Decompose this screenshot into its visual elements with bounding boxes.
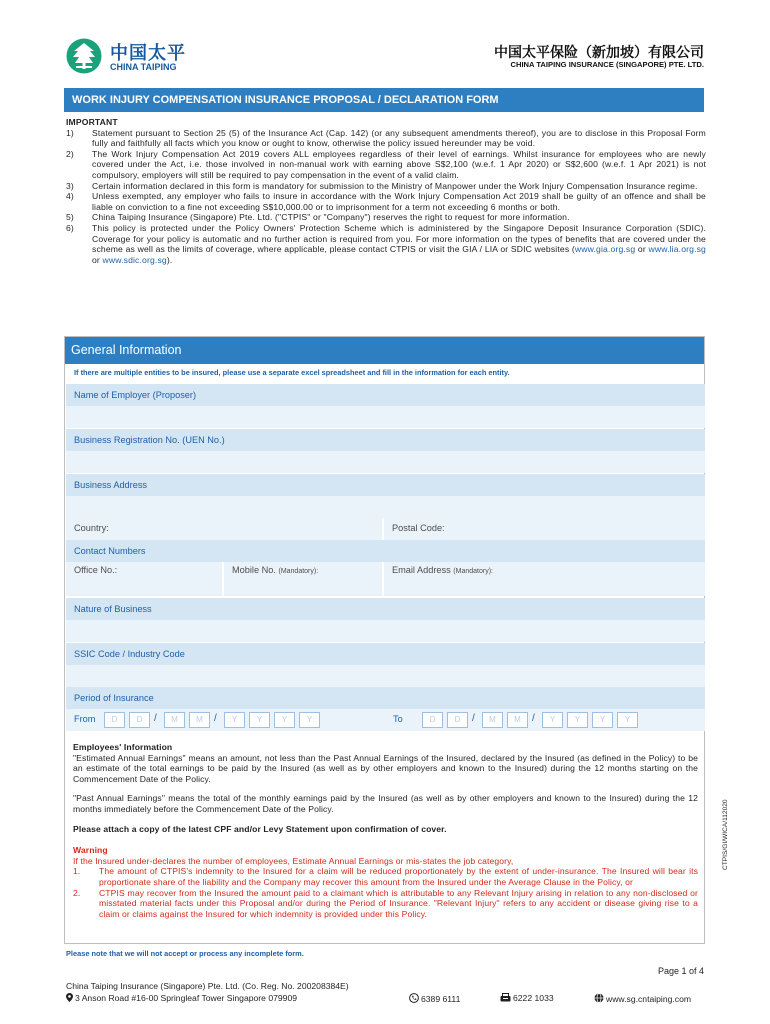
multiple-entities-note: If there are multiple entities to be insured, please use a separate excel spreadsheet and fill in the information for each entity. — [74, 368, 510, 377]
important-item — [66, 191, 706, 212]
china-taiping-emblem-icon — [66, 38, 102, 74]
contact-numbers-label: Contact Numbers — [66, 540, 705, 562]
location-pin-icon — [66, 993, 73, 1002]
important-item-text — [92, 223, 706, 265]
logo-chinese-name: 中国太平 — [110, 43, 186, 63]
important-item — [66, 212, 706, 223]
footer-website[interactable]: www.sg.cntaiping.com — [606, 994, 692, 1004]
ssic-code-field[interactable] — [66, 665, 705, 687]
from-label: From — [74, 714, 96, 724]
important-heading: IMPORTANT — [66, 117, 118, 127]
important-item-text: The Work Injury Compensation Act 2019 covers ALL employees regardless of their level of earnings. Whilst insurance for employees who are newly covered under the Act, i.e. those involved in non-manual work with earning above S$2,100 (w.e.f. 1 Apr 2020) or S$2,600 (w.e.f. 1 Apr 2021) is not compulsory, employers will still be required to pay compensation in the event of a valid claim. — [92, 148, 706, 180]
warning-heading: Warning — [73, 845, 108, 856]
from-day-box[interactable]: D — [129, 712, 150, 728]
warning-item — [73, 888, 698, 920]
from-year-box[interactable]: Y — [299, 712, 320, 728]
form-code: CTPIS/GI/WICA/112020 — [722, 799, 729, 870]
footer-address-group — [66, 993, 297, 1003]
footer-address: 3 Anson Road #16-00 Springleaf Tower Singapore 079909 — [75, 993, 298, 1003]
warning-item-number: 2. — [73, 887, 81, 898]
mobile-mandatory-note: (Mandatory): — [278, 568, 319, 575]
from-month-box[interactable]: M — [164, 712, 185, 728]
uen-field[interactable] — [66, 451, 705, 473]
important-item-number: 4) — [66, 191, 74, 202]
fax-icon — [500, 993, 511, 1002]
from-year-box[interactable]: Y — [249, 712, 270, 728]
incomplete-form-note: Please note that we will not accept or process any incomplete form. — [66, 949, 304, 958]
email-address-label: Email Address — [392, 565, 451, 575]
employer-name-field[interactable] — [66, 406, 705, 428]
office-number-field[interactable] — [66, 562, 222, 596]
page-number: Page 1 of 4 — [657, 966, 704, 976]
important-item — [66, 128, 706, 149]
employees-information-heading: Employees' Information — [73, 742, 173, 752]
to-label: To — [393, 714, 403, 724]
email-mandatory-note: (Mandatory): — [453, 568, 493, 575]
sdic-text: This policy is protected under the Policy Owners' Protection Scheme which is administered by the Singapore Deposit Insurance Corporation (SDIC). Coverage for your policy is automatic and no further action is required from you. For more information on the types of benefits that are covered under the scheme as well as the limits of coverage, where applicable, please contact CTPIS or visit the GIA / LIA or SDIC websites ( — [92, 222, 706, 255]
lia-link[interactable]: www.lia.org.sg — [648, 244, 706, 255]
to-year-box[interactable]: Y — [542, 712, 563, 728]
important-item-number: 1) — [66, 127, 74, 138]
to-month-box[interactable]: M — [507, 712, 528, 728]
to-day-box[interactable]: D — [447, 712, 468, 728]
important-item-text: China Taiping Insurance (Singapore) Pte. Ltd. ("CTPIS" or "Company") reserves the right to request for more information. — [92, 212, 570, 223]
uen-label: Business Registration No. (UEN No.) — [66, 429, 705, 451]
period-of-insurance-row — [66, 709, 705, 731]
business-address-label: Business Address — [66, 474, 705, 496]
warning-section — [73, 845, 698, 919]
important-item-text: Certain information declared in this form is mandatory for submission to the Ministry of Manpower under the Work Injury Compensation Insurance regime. — [92, 180, 698, 191]
office-number-label: Office No.: — [74, 565, 118, 575]
important-item-sdic — [66, 223, 706, 265]
company-name-english: CHINA TAIPING INSURANCE (SINGAPORE) PTE. LTD. — [510, 60, 704, 69]
estimated-earnings-definition: "Estimated Annual Earnings" means an amount, not less than the Past Annual Earnings of the Insured, declared by the Insured (as defined in the Policy) to be an estimate of the total earnings to be paid by the Insured (as well as by other employers and known to the Insured) during the 12 months starting on the Commencement Date of the Policy. — [73, 752, 698, 784]
link-separator: or — [635, 244, 649, 255]
to-year-box[interactable]: Y — [567, 712, 588, 728]
nature-of-business-field[interactable] — [66, 620, 705, 642]
gia-link[interactable]: www.gia.org.sg — [574, 244, 636, 255]
country-field[interactable] — [66, 518, 382, 540]
sdic-link[interactable]: www.sdic.org.sg — [102, 254, 167, 265]
postal-code-field[interactable] — [384, 518, 705, 540]
email-address-label-group — [392, 565, 493, 575]
mobile-number-label-group — [232, 565, 318, 575]
warning-item — [73, 866, 698, 887]
from-year-box[interactable]: Y — [274, 712, 295, 728]
to-year-box[interactable]: Y — [617, 712, 638, 728]
date-separator: / — [532, 713, 535, 724]
warning-item-text: The amount of CTPIS's indemnity to the Insured for a claim will be reduced proportionately by the extent of under-insurance. The Insured will bear its proportionate share of the liability and the Company may recover this amount from the Insured under the Average Clause in the Policy, or — [99, 866, 698, 887]
general-information-header: General Information — [65, 337, 704, 364]
footer-fax: 6222 1033 — [513, 993, 554, 1003]
important-item-number: 5) — [66, 212, 74, 223]
globe-icon — [594, 993, 604, 1003]
ssic-code-label: SSIC Code / Industry Code — [66, 643, 705, 665]
employees-information — [73, 742, 698, 919]
important-item-number: 2) — [66, 148, 74, 159]
period-of-insurance-label: Period of Insurance — [66, 687, 705, 709]
country-label: Country: — [74, 523, 109, 533]
date-separator: / — [214, 713, 217, 724]
important-item-text: Unless exempted, any employer who fails to insure in accordance with the Work Injury Compensation Act 2019 shall be guilty of an offence and shall be liable on conviction to a fine not exceeding S$10,000.00 or to imprisonment for a term not exceeding 6 months or both. — [92, 191, 706, 212]
footer-phone-group — [409, 993, 460, 1004]
email-address-field[interactable] — [384, 562, 705, 596]
important-item-number: 6) — [66, 222, 74, 233]
important-section — [66, 117, 706, 265]
form-title: WORK INJURY COMPENSATION INSURANCE PROPOSAL / DECLARATION FORM — [64, 88, 704, 112]
company-logo — [66, 38, 206, 74]
past-earnings-definition: "Past Annual Earnings" means the total of the monthly earnings paid by the Insured (as well as by other employers and known to the Insured) during the 12 months immediately before the Commencement Date of the Policy. — [73, 793, 698, 814]
footer-phone: 6389 6111 — [421, 994, 461, 1004]
important-item — [66, 149, 706, 181]
mobile-number-field[interactable] — [224, 562, 382, 596]
employer-name-label: Name of Employer (Proposer) — [66, 384, 705, 406]
date-separator: / — [472, 713, 475, 724]
date-separator: / — [154, 713, 157, 724]
important-item-number: 3) — [66, 180, 74, 191]
important-item — [66, 181, 706, 192]
footer-fax-group — [500, 993, 554, 1003]
from-day-box[interactable]: D — [104, 712, 125, 728]
from-month-box[interactable]: M — [189, 712, 210, 728]
from-year-box[interactable]: Y — [224, 712, 245, 728]
nature-of-business-label: Nature of Business — [66, 598, 705, 620]
logo-english-name: CHINA TAIPING — [110, 62, 177, 72]
to-month-box[interactable]: M — [482, 712, 503, 728]
to-year-box[interactable]: Y — [592, 712, 613, 728]
phone-icon — [409, 993, 419, 1003]
important-item-text: Statement pursuant to Section 25 (5) of the Insurance Act (Cap. 142) (or any subsequent amendments thereof), you are to disclose in this Proposal Form fully and faithfully all facts which you know or ought to know, otherwise the policy issued hereunder may be void. — [92, 127, 706, 149]
warning-intro: If the Insured under-declares the number of employees, Estimate Annual Earnings or mis-states the job category, — [73, 855, 514, 866]
footer-company: China Taiping Insurance (Singapore) Pte. Ltd. (Co. Reg. No. 200208384E) — [66, 981, 349, 991]
business-address-field[interactable] — [66, 496, 705, 518]
warning-item-number: 1. — [73, 866, 81, 877]
mobile-number-label: Mobile No. — [232, 565, 276, 575]
warning-item-text: CTPIS may recover from the Insured the amount paid to a claimant which is attributable to any Relevant Injury arising in relation to any non-disclosed or misstated material facts under this Proposal and/or during the Period of Insurance. "Relevant Injury" refers to any accident or disease giving rise to a claim or claims against the Insured for which indemnity is provided under this Policy. — [99, 887, 698, 919]
attach-cpf-instruction: Please attach a copy of the latest CPF and/or Levy Statement upon confirmation of cover. — [73, 823, 447, 834]
sdic-text-end: ). — [166, 254, 173, 265]
company-name-chinese: 中国太平保险（新加坡）有限公司 — [494, 44, 704, 60]
postal-code-label: Postal Code: — [392, 523, 445, 533]
to-day-box[interactable]: D — [422, 712, 443, 728]
footer-web-group — [594, 993, 691, 1004]
link-separator: or — [92, 254, 103, 265]
